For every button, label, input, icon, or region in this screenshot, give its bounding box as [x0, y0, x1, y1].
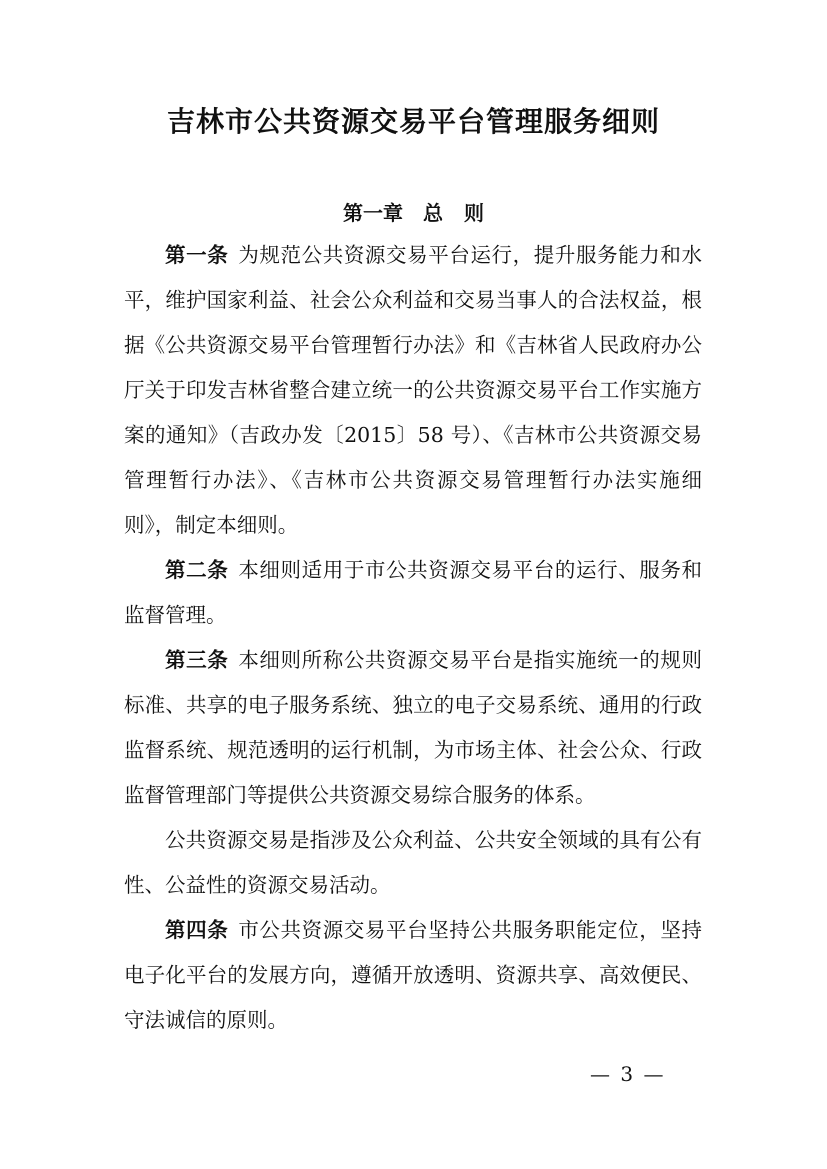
chapter-heading: 第一章 总 则 [343, 201, 484, 225]
article-1 [124, 233, 702, 548]
article-2 [124, 548, 702, 638]
article-3-paragraph-2 [124, 818, 702, 908]
article-text: 市公共资源交易平台坚持公共服务职能定位，坚持电子化平台的发展方向，遵循开放透明、资源共享、高效便民、守法诚信的原则。 [124, 918, 702, 1032]
article-text: 本细则适用于市公共资源交易平台的运行、服务和监督管理。 [124, 558, 702, 627]
article-3 [124, 638, 702, 818]
page-number: — 3 — [590, 1062, 666, 1086]
article-label: 第三条 [165, 648, 229, 672]
document-title: 吉林市公共资源交易平台管理服务细则 [166, 105, 660, 138]
article-text: 本细则所称公共资源交易平台是指实施统一的规则标准、共享的电子服务系统、独立的电子交易系统、通用的行政监督系统、规范透明的运行机制，为市场主体、社会公众、行政监督管理部门等提供公共资源交易综合服务的体系。 [124, 648, 702, 807]
paragraph-text: 公共资源交易是指涉及公众利益、公共安全领域的具有公有性、公益性的资源交易活动。 [124, 828, 702, 897]
article-4 [124, 908, 702, 1043]
article-text: 为规范公共资源交易平台运行，提升服务能力和水平，维护国家利益、社会公众利益和交易当事人的合法权益，根据《公共资源交易平台管理暂行办法》和《吉林省人民政府办公厅关于印发吉林省整合建立统一的公共资源交易平台工作实施方案的通知》（吉政办发〔2015〕58 号）、《吉林市公共资源交易管理暂行办法》、《吉林市公共资源交易管理暂行办法实施细则》，制定本细则。 [124, 243, 702, 537]
article-label: 第一条 [165, 243, 229, 267]
article-label: 第二条 [165, 558, 229, 582]
article-label: 第四条 [165, 918, 229, 942]
document-body [124, 233, 702, 1043]
